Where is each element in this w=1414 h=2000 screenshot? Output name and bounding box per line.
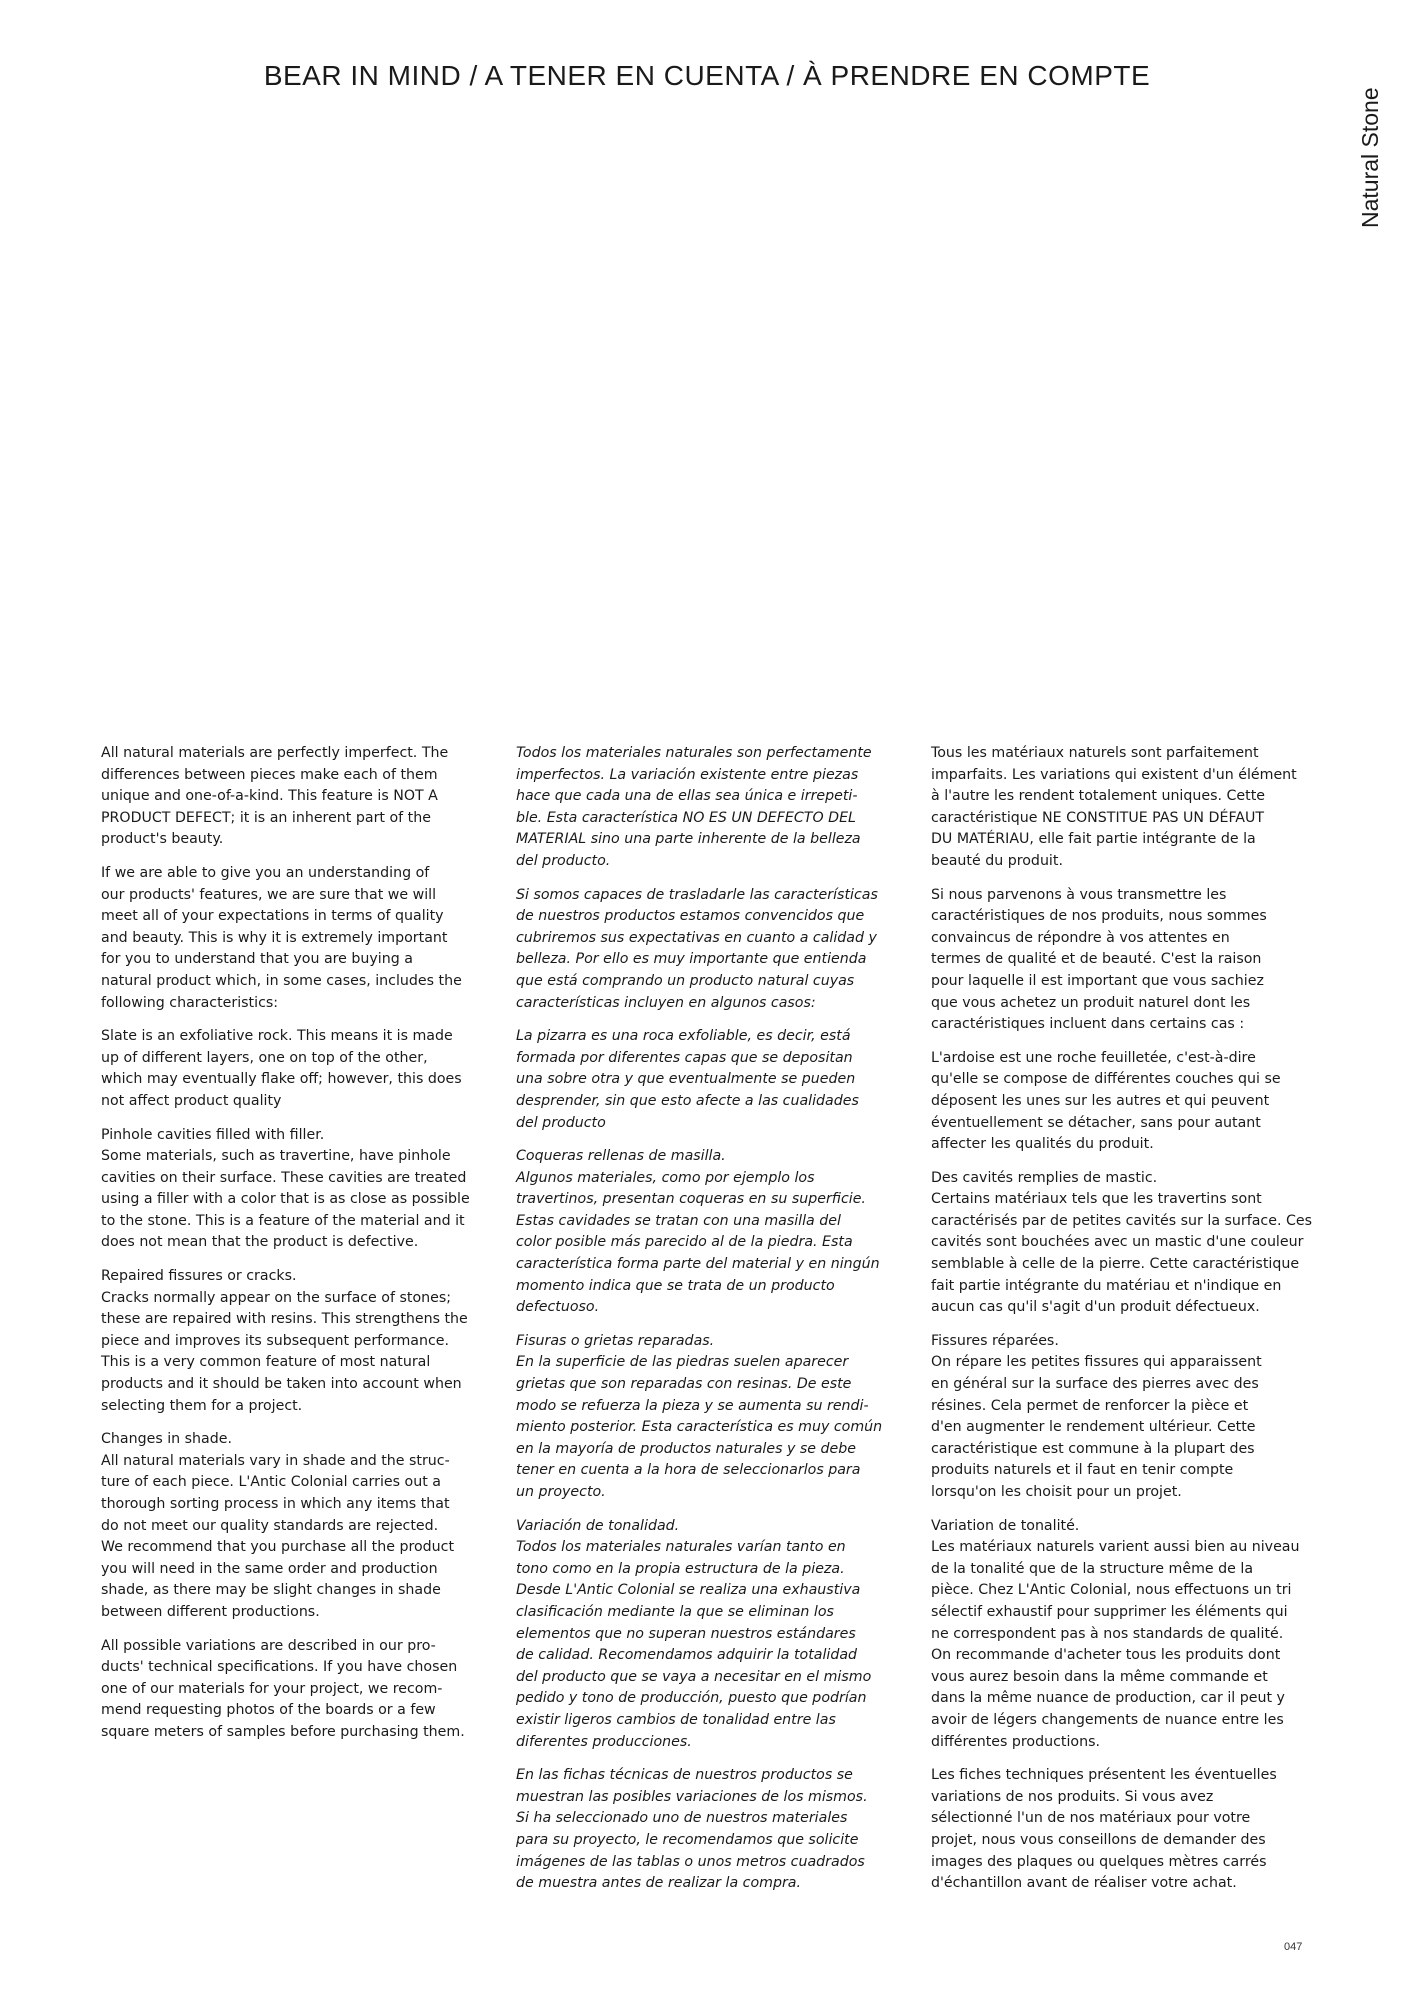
paragraph: All natural materials are perfectly imperfect. The differences between pieces make each of them unique and one-of-a-kind. This feature is NOT A PRODUCT DEFECT; it is an inherent part of the product's beauty. (101, 745, 449, 848)
paragraph: Repaired fissures or cracks. Cracks normally appear on the surface of stones; these are repaired with resins. This strengthens the piece and improves its subsequent performance. This is a very common feature of most natural products and it should be taken into account when selecting them for a project. (101, 1268, 468, 1414)
paragraph: Fissures réparées. On répare les petites fissures qui apparaissent en général sur la surface des pierres avec des résines. Cela permet de renforcer la pièce et d'en augmenter le rendement ultérieur. Cette caractéristique est commune à la plupart des produits naturels et il faut en tenir compte lorsqu'on les choisit pour un projet. (931, 1332, 1262, 1500)
page-number: 047 (1284, 1941, 1303, 1953)
paragraph: Todos los materiales naturales son perfectamente imperfectos. La variación existente entre piezas hace que cada una de ellas sea única e irrepeti- ble. Esta característica NO ES UN DEFECTO DEL MATERIAL sino una parte inherente de la belleza del producto. (516, 745, 872, 869)
paragraph: La pizarra es una roca exfoliable, es decir, está formada por diferentes capas que se depositan una sobre otra y que eventualmente se pueden desprender, sin que esto afecte a las cualidades del producto (516, 1028, 859, 1131)
paragraph: Fisuras o grietas reparadas. En la superficie de las piedras suelen aparecer grietas que son reparadas con resinas. De este modo se refuerza la pieza y se aumenta su rendi- miento posterior. Esta característica es muy común en la mayoría de productos naturales y se debe tener en cuenta a la hora de seleccionarlos para un proyecto. (516, 1332, 883, 1500)
paragraph: Si nous parvenons à vous transmettre les caractéristiques de nos produits, nous sommes convaincus de répondre à vos attentes en termes de qualité et de beauté. C'est la raison pour laquelle il est important que vous sachiez que vous achetez un produit naturel dont les caractéristiques incluent dans certains cas : (931, 886, 1267, 1033)
paragraph: All possible variations are described in our pro- ducts' technical specifications. If you have chosen one of our materials for your project, we recom- mend requesting photos of the boards or a few square meters of samples before purchasing them. (101, 1637, 465, 1740)
section-side-label: Natural Stone (1357, 87, 1383, 228)
paragraph: Tous les matériaux naturels sont parfaitement imparfaits. Les variations qui existent d'un élément à l'autre les rendent totalement uniques. Cette caractéristique NE CONSTITUE PAS UN DÉFAUT DU MATÉRIAU, elle fait partie intégrante de la beauté du produit. (931, 745, 1297, 869)
paragraph: Changes in shade. All natural materials vary in shade and the struc- ture of each piece. L'Antic Colonial carries out a thorough sorting process in which any items that do not meet our quality standards are rejected. We recommend that you purchase all the product you will need in the same order and production shade, as there may be slight changes in shade between different productions. (101, 1431, 455, 1620)
paragraph: Si somos capaces de trasladarle las características de nuestros productos estamos convencidos que cubriremos sus expectativas en cuanto a calidad y belleza. Por ello es muy importante que entienda que está comprando un producto natural cuyas características incluyen en algunos casos: (516, 886, 878, 1011)
paragraph: Variation de tonalité. Les matériaux naturels varient aussi bien au niveau de la tonalité que de la structure même de la pièce. Chez L'Antic Colonial, nous effectuons un tri sélectif exhaustif pour supprimer les éléments qui ne correspondent pas à nos standards de qualité. On recommande d'acheter tous les produits dont vous aurez besoin dans la même commande et dans la même nuance de production, car il peut y avoir de légers changements de nuance entre les différentes productions. (931, 1517, 1300, 1750)
paragraph: Des cavités remplies de mastic. Certains matériaux tels que les travertins sont caractérisés par de petites cavités sur la surface. Ces cavités sont bouchées avec un mastic d'une couleur semblable à celle de la pierre. Cette caractéristique fait partie intégrante du matériau et n'indique en aucun cas qu'il s'agit d'un produit défectueux. (931, 1169, 1313, 1316)
paragraph: En las fichas técnicas de nuestros productos se muestran las posibles variaciones de los mismos. Si ha seleccionado uno de nuestros materiales para su proyecto, le recomendamos que solicite imágenes de las tablas o unos metros cuadrados de muestra antes de realizar la compra. (516, 1767, 868, 1892)
page-title: BEAR IN MIND / A TENER EN CUENTA / À PRENDRE EN COMPTE (263, 60, 1151, 91)
paragraph: If we are able to give you an understanding of our products' features, we are sure that we will meet all of your expectations in terms of quality and beauty. This is why it is extremely important for you to understand that you are buying a natural product which, in some cases, includes the following characteristics: (101, 864, 462, 1011)
paragraph: L'ardoise est une roche feuilletée, c'est-à-dire qu'elle se compose de différentes couches qui se déposent les unes sur les autres et qui peuvent éventuellement se détacher, sans pour autant affecter les qualités du produit. (931, 1049, 1281, 1153)
spanish-text-column (516, 743, 900, 1907)
french-text-column (931, 743, 1315, 1907)
paragraph: Pinhole cavities filled with filler. Some materials, such as travertine, have pinhole cavities on their surface. These cavities are treated using a filler with a color that is as close as possible to the stone. This is a feature of the material and it does not mean that the product is defective. (101, 1126, 470, 1251)
paragraph: Variación de tonalidad. Todos los materiales naturales varían tanto en tono como en la propia estructura de la pieza. Desde L'Antic Colonial se realiza una exhaustiva clasificación mediante la que se eliminan los elementos que no superan nuestros estándares de calidad. Recomendamos adquirir la totalidad del producto que se vaya a necesitar en el mismo pedido y tono de producción, puesto que podrían existir ligeros cambios de tonalidad entre las diferentes producciones. (516, 1517, 872, 1750)
paragraph: Les fiches techniques présentent les éventuelles variations de nos produits. Si vous avez sélectionné l'un de nos matériaux pour votre projet, nous vous conseillons de demander des images des plaques ou quelques mètres carrés d'échantillon avant de réaliser votre achat. (931, 1767, 1277, 1892)
paragraph: Slate is an exfoliative rock. This means it is made up of different layers, one on top of the other, which may eventually flake off; however, this does not affect product quality (101, 1028, 462, 1109)
paragraph: Coqueras rellenas de masilla. Algunos materiales, como por ejemplo los travertinos, presentan coqueras en su superficie. Estas cavidades se tratan con una masilla del color posible más parecido al de la piedra. Esta característica forma parte del material y en ningún momento indica que se trata de un producto defectuoso. (516, 1148, 880, 1316)
english-text-column (101, 743, 485, 1756)
